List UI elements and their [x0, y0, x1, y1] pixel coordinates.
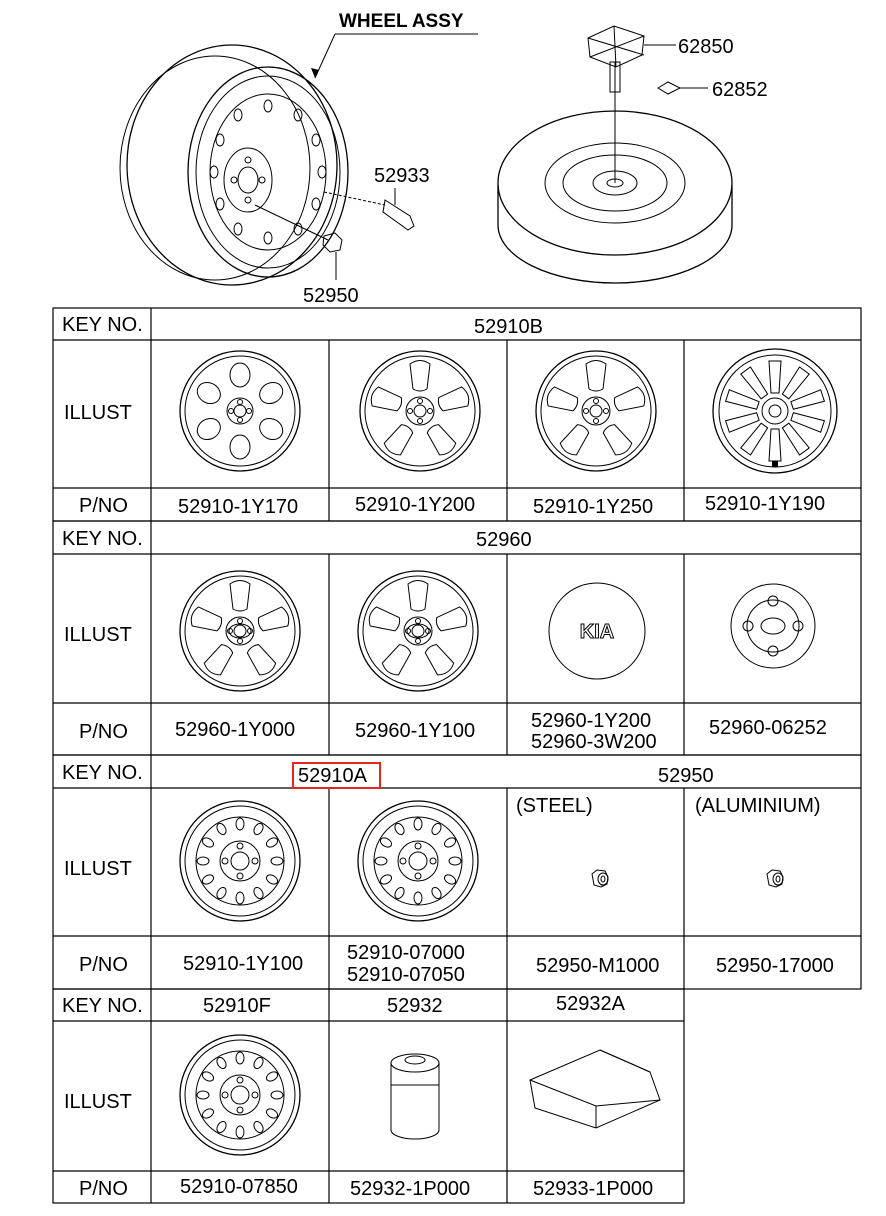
pno-label: P/NO	[79, 1178, 128, 1200]
illust-label: ILLUST	[64, 624, 132, 646]
pno-52910-07850: 52910-07850	[180, 1176, 298, 1198]
key-52950: 52950	[658, 765, 714, 787]
illust-label: ILLUST	[64, 1091, 132, 1113]
sealant-bottle-illustration	[391, 1054, 439, 1139]
key-52910f: 52910F	[203, 995, 271, 1017]
pno-52960-1y100: 52960-1Y100	[355, 720, 476, 742]
wheel-1y200-illustration	[360, 351, 480, 471]
pno-52960-3w200: 52960-3W200	[531, 731, 657, 753]
pno-label: P/NO	[79, 721, 128, 743]
pno-52960-06252: 52960-06252	[709, 717, 827, 739]
illust-label: ILLUST	[64, 858, 132, 880]
emblem-text: KIA	[579, 621, 615, 643]
pno-52910-1y250: 52910-1Y250	[533, 496, 654, 518]
pno-52932-1p000: 52932-1P000	[350, 1178, 471, 1200]
wheel-07000-illustration	[358, 801, 478, 921]
wheel-1y250-illustration	[536, 351, 656, 471]
steel-wheel-illustration	[120, 45, 414, 285]
pno-52950-m1000: 52950-M1000	[536, 955, 660, 977]
center-cap-illustration	[731, 584, 815, 668]
steel-label: (STEEL)	[516, 795, 593, 817]
wheel-07850-illustration	[180, 1035, 300, 1155]
illust-label: ILLUST	[64, 402, 132, 424]
compressor-kit-illustration	[530, 1050, 660, 1128]
key-52910a: 52910A	[298, 765, 367, 787]
callout-diamond: 62852	[712, 79, 768, 101]
callout-valve: 52933	[374, 165, 430, 187]
pno-label: P/NO	[79, 954, 128, 976]
wheel-1y100-illustration	[180, 801, 300, 921]
key-52910b: 52910B	[474, 316, 543, 338]
pno-52910-07000: 52910-07000	[347, 942, 465, 964]
key-no-label: KEY NO.	[62, 995, 143, 1017]
callout-nut: 52950	[303, 285, 359, 307]
key-no-label: KEY NO.	[62, 314, 143, 336]
pno-52960-1y000: 52960-1Y000	[175, 719, 296, 741]
pno-label: P/NO	[79, 495, 128, 517]
wheel-1y100-illustration	[358, 571, 478, 691]
pno-52910-1y200: 52910-1Y200	[355, 494, 476, 516]
pno-52960-1y200: 52960-1Y200	[531, 710, 652, 732]
pno-52950-17000: 52950-17000	[716, 955, 834, 977]
key-no-label: KEY NO.	[62, 528, 143, 550]
pno-52910-1y190: 52910-1Y190	[705, 493, 826, 515]
wheel-1y170-illustration	[180, 351, 300, 471]
key-52932: 52932	[387, 995, 443, 1017]
wheel-1y000-illustration	[180, 571, 300, 691]
callout-valve-cap: 62850	[678, 36, 734, 58]
parts-table-grid	[53, 308, 861, 1203]
pno-52933-1p000: 52933-1P000	[533, 1178, 654, 1200]
pno-52910-1y100: 52910-1Y100	[183, 953, 304, 975]
aluminium-label: (ALUMINIUM)	[695, 795, 821, 817]
diagram-title: WHEEL ASSY	[339, 11, 464, 32]
kia-emblem-illustration	[549, 583, 645, 679]
steel-nut-illustration	[592, 870, 608, 887]
pno-52910-1y170: 52910-1Y170	[178, 496, 299, 518]
key-52932a: 52932A	[556, 993, 625, 1015]
wheel-1y190-illustration	[713, 349, 837, 473]
key-no-label: KEY NO.	[62, 762, 143, 784]
aluminium-nut-illustration	[767, 870, 783, 887]
spare-tire-illustration	[498, 26, 732, 283]
pno-52910-07050: 52910-07050	[347, 964, 465, 986]
key-52960: 52960	[476, 529, 532, 551]
